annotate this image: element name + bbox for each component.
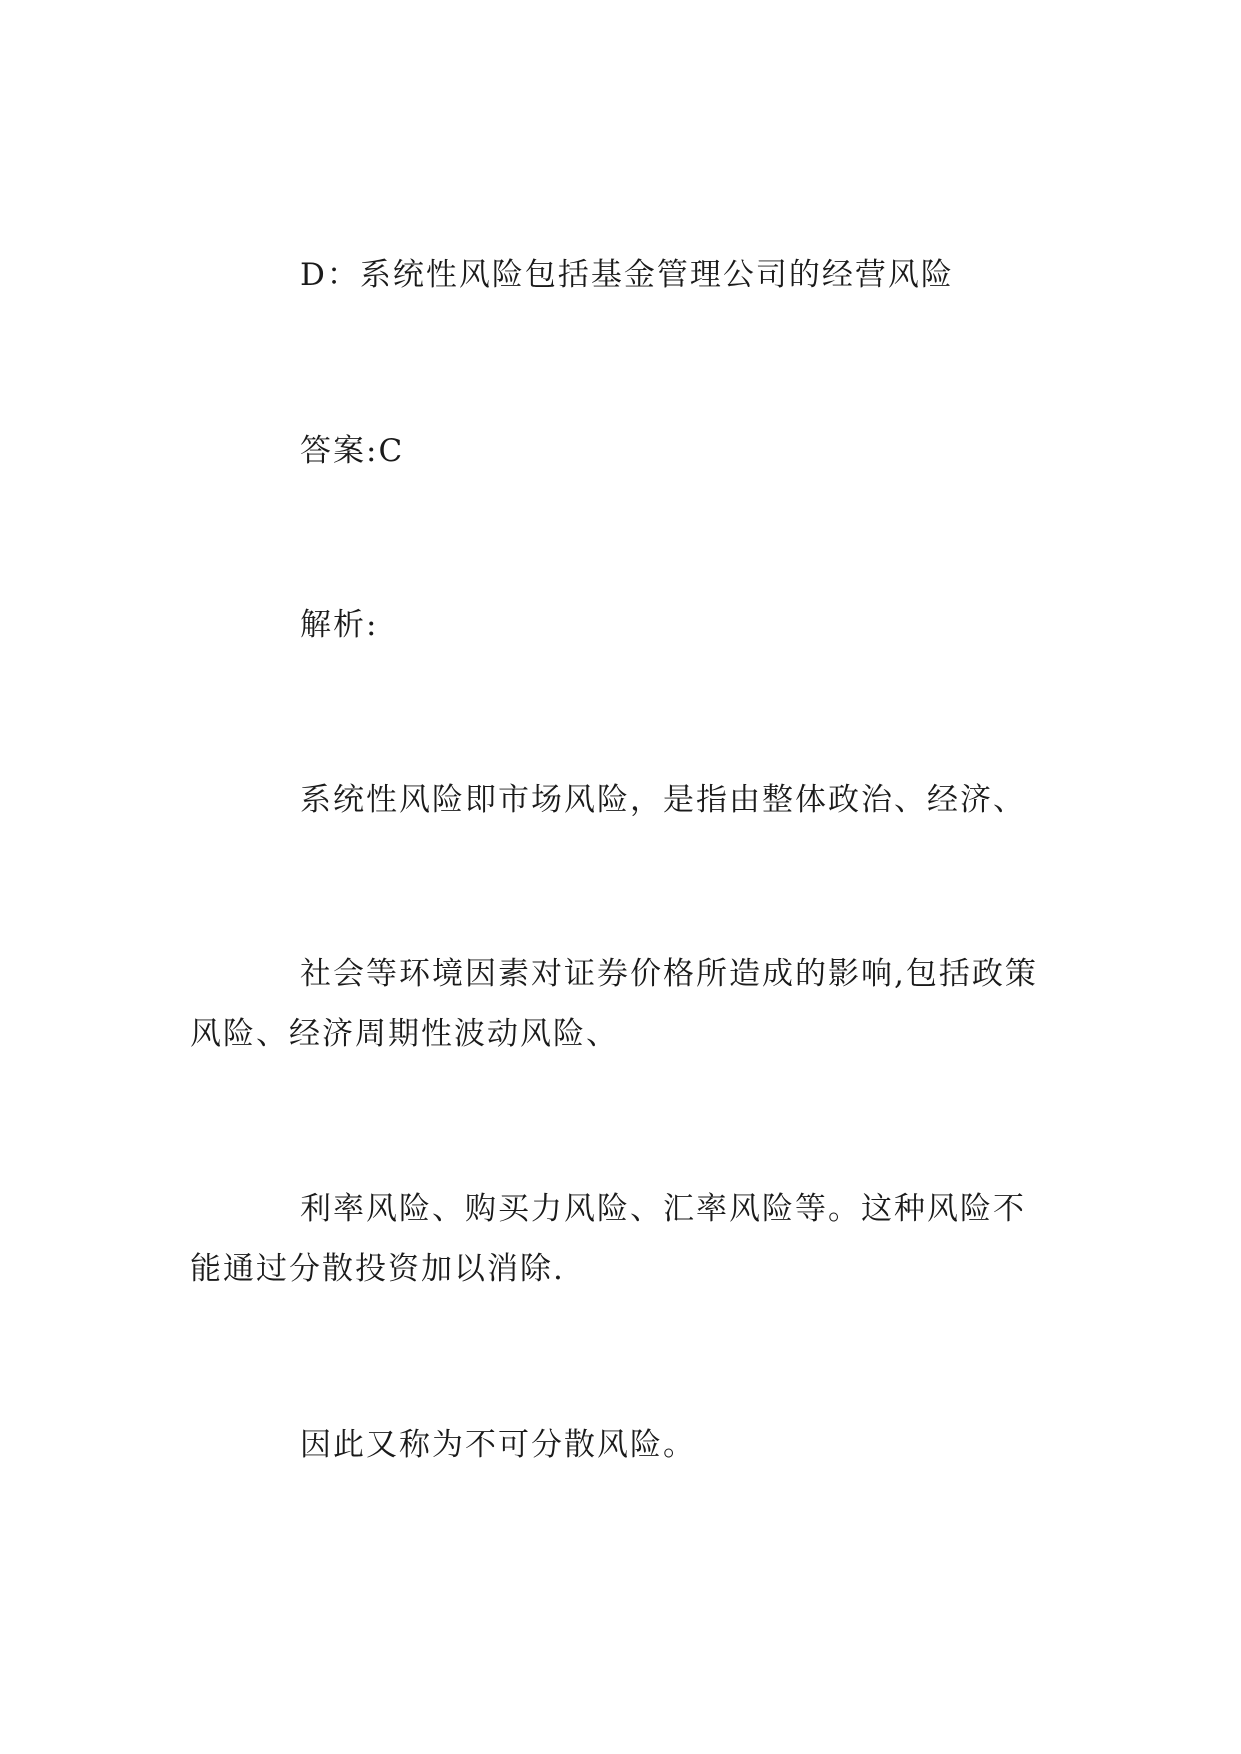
analysis-paragraph: 利率风险、购买力风险、汇率风险等。这种风险不能通过分散投资加以消除. — [190, 1191, 1026, 1287]
analysis-paragraph: 社会等环境因素对证券价格所造成的影响,包括政策风险、经济周期性波动风险、 — [190, 956, 1038, 1052]
analysis-paragraph: 因此又称为不可分散风险。 — [300, 1427, 696, 1463]
analysis-paragraph: 系统性风险即市场风险，是指由整体政治、经济、 — [300, 782, 1026, 818]
analysis-heading: 解析: — [300, 607, 379, 643]
option-d-text: D：系统性风险包括基金管理公司的经营风险 — [300, 257, 954, 293]
answer-text: 答案:C — [300, 433, 405, 469]
